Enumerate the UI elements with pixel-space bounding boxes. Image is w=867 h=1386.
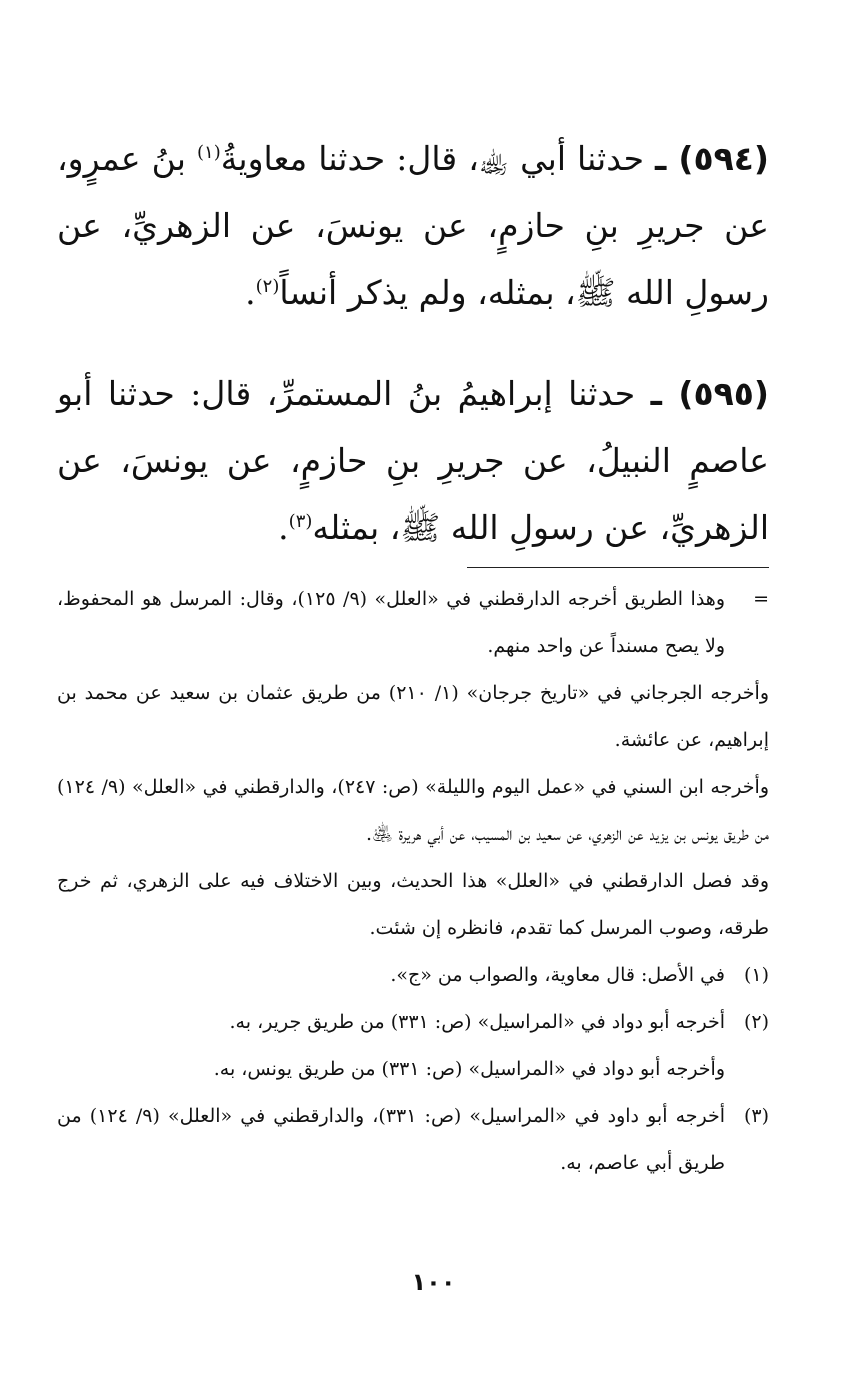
footnote-ref-2: (٢) [255, 276, 280, 297]
footnote-2 [57, 999, 769, 1046]
hadith-text: حدثنا أبي ﵀، قال: حدثنا معاويةُ [220, 139, 656, 178]
hadith-end-punct: . [278, 508, 289, 547]
footnote-paragraph: وهذا الطريق أخرجه الدارقطني في «العلل» (٩/ ١٢٥)، وقال: المرسل هو المحفوظ، ولا يصح مسنداً عن واحد منهم. [57, 588, 725, 657]
footnote-paragraph: وقد فصل الدارقطني في «العلل» هذا الحديث، وبين الاختلاف فيه على الزهري، ثم خرج طرقه، وصوب المرسل كما تقدم، فانظره إن شئت. [57, 870, 769, 939]
hadith-text: حدثنا إبراهيمُ بنُ المستمرِّ، قال: حدثنا أبو عاصمٍ النبيلُ، عن جريرِ بنِ حازمٍ، عن يونسَ، عن الزهريِّ، عن رسولِ الله ﷺ، بمثله [57, 374, 769, 547]
footnote-paragraph: أخرجه أبو داود في «المراسيل» (ص: ٣٣١)، والدارقطني في «العلل» (٩/ ١٢٤) من طريق أبي عاصم، به. [57, 1105, 726, 1174]
continuation-marker: = [753, 588, 769, 610]
footnote-marker: (١) [743, 964, 769, 986]
page-number: ١٠٠ [411, 1268, 456, 1296]
footnote-continuation [57, 576, 769, 670]
footnote-ref-3: (٣) [288, 511, 313, 532]
footnote-3 [57, 1093, 769, 1187]
footnote-paragraph: أخرجه أبو دواد في «المراسيل» (ص: ٣٣١) من طريق جرير، به. [229, 1011, 725, 1033]
hadith-number: (٥٩٤) ـ [655, 139, 769, 178]
footnote-marker: (٣) [743, 1105, 769, 1127]
hadith-end-punct: . [245, 273, 256, 312]
hadith-595 [57, 360, 769, 561]
footnote-1 [57, 952, 769, 999]
hadith-number: (٥٩٥) ـ [650, 374, 769, 413]
hadith-594 [57, 125, 769, 326]
footnote-paragraph: وأخرجه ابن السني في «عمل اليوم والليلة» (ص: ٢٤٧)، والدارقطني في «العلل» (٩/ ١٢٤) من طريق يونس بن يزيد عن الزهري، عن سعيد بن المسيب، عن أبي هريرة ﵁. [57, 776, 769, 845]
footnote-paragraph: وأخرجه أبو دواد في «المراسيل» (ص: ٣٣١) من طريق يونس، به. [213, 1058, 725, 1080]
footnote-marker: (٢) [743, 1011, 769, 1033]
footnote-paragraph: في الأصل: قال معاوية، والصواب من «ج». [390, 964, 725, 986]
hadith-text: بنُ عمرٍو، عن جريرِ بنِ حازمٍ، عن يونسَ، عن الزهريِّ، عن رسولِ الله ﷺ، بمثله، ولم يذكر أنساً [57, 139, 769, 312]
footnote-ref-1: (١) [197, 142, 221, 163]
footnote-paragraph: وأخرجه الجرجاني في «تاريخ جرجان» (١/ ٢١٠) من طريق عثمان بن سعيد عن محمد بن إبراهيم، عن عائشة. [57, 682, 769, 751]
footnotes [57, 576, 769, 1187]
footnote-divider [467, 567, 769, 568]
